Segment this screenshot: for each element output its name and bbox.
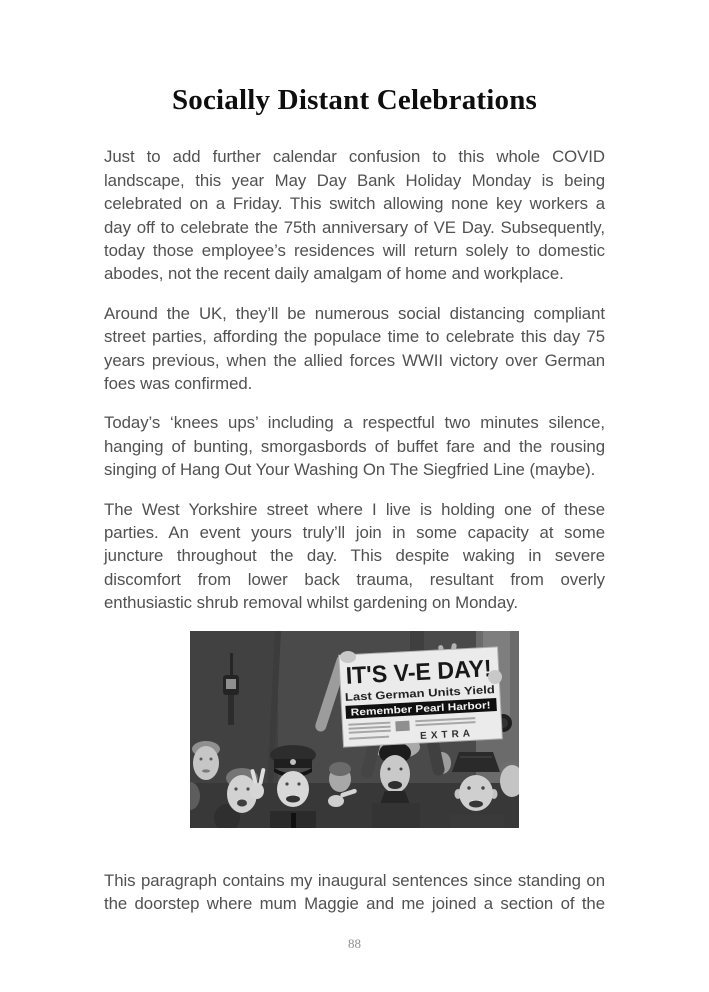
paragraph-1: Just to add further calendar confusion to this whole COVID landscape, this year May Day Bank Holiday Monday is being celebrated on a Friday. This switch allowing none key workers a day off to celebrate the 75th anniversary of VE Day. Subsequently, today those employee’s residences will return solely to domestic abodes, not the recent daily amalgam of home and workplace. <box>104 147 605 284</box>
paragraph-3: Today’s ‘knees ups’ including a respectful two minutes silence, hanging of bunting, smorgasbords of buffet fare and the rousing singing of Hang Out Your Washing On The Siegfried Line (maybe). <box>104 413 605 480</box>
paragraph-5: This paragraph contains my inaugural sentences since standing on the doorstep where mum Maggie and me joined a section of the <box>104 870 605 914</box>
newspaper-extra-label: EXTRA <box>419 727 475 742</box>
page-number: 88 <box>348 936 361 951</box>
ve-day-photo-illustration <box>190 631 519 828</box>
paragraph-4: The West Yorkshire street where I live is holding one of these parties. An event yours truly’ll join in some capacity at some juncture throughout the day. This despite waking in severe discomfort from lower back trauma, resultant from overly enthusiastic shrub removal whilst gardening on Monday. <box>104 499 605 613</box>
newspaper-subheadline: Last German Units Yield <box>344 684 472 704</box>
newspaper-banner: Remember Pearl Harbor! <box>350 701 469 719</box>
ve-day-photo <box>190 631 519 828</box>
paragraph-2: Around the UK, they’ll be numerous social distancing compliant street parties, affording the populace time to celebrate this day 75 years previous, when the allied forces WWII victory over German foes was confirmed. <box>104 303 605 393</box>
newspaper-headline: IT'S V-E DAY! <box>345 654 498 690</box>
page-title: Socially Distant Celebrations <box>171 84 538 116</box>
newspaper <box>339 647 503 747</box>
